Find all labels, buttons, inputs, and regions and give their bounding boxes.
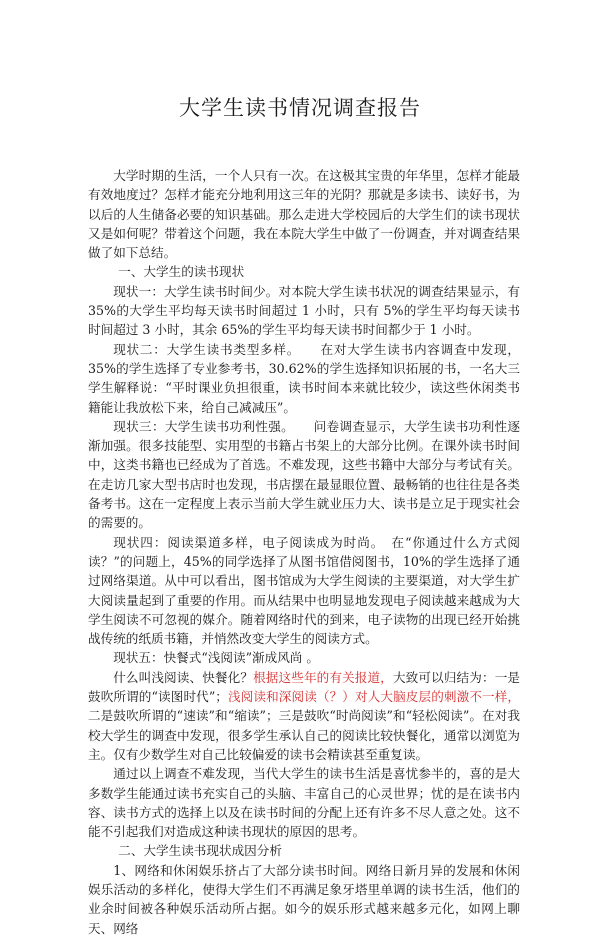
reason-one-paragraph: 1、网络和休闲娱乐挤占了大部分读书时间。网络日新月异的发展和休闲娱乐活动的多样化，使得大学生们不再满足象牙塔里单调的读书生活，他们的业余时间被各种娱乐活动所占据。如今的娱乐形式越来越多元化，如网上聊天、网络 [88, 862, 520, 936]
summary-paragraph: 通过以上调查不难发现，当代大学生的读书生活是喜忧参半的，喜的是大多数学生能通过读书充实自己的头脑、丰富自己的心灵世界；忧的是在读书内容、读书方式的选择上以及在读书时间的分配上还有许多不尽人意之处。这不能不引起我们对造成这种读书现状的原因的思考。 [88, 766, 520, 840]
fast-reading-question: 什么叫浅阅读、快餐化？ [113, 669, 254, 685]
status-one-paragraph: 现状一：大学生读书时间少。对本院大学生读书状况的调查结果显示，有35%的大学生平均每天读书时间超过 1 小时，只有 5%的学生平均每天读书时间超过 3 小时，其余 65%的学生平均每天读书时间都少于 1 小时。 [88, 283, 520, 338]
fast-reading-paragraph [88, 668, 520, 764]
intro-paragraph: 大学时期的生活，一个人只有一次。在这极其宝贵的年华里，怎样才能最有效地度过？怎样才能充分地利用这三年的光阴？那就是多读书、读好书，为以后的人生储备必要的知识基础。那么走进大学校园后的大学生们的读书现状又是如何呢？带着这个问题，我在本院大学生中做了一份调查，并对调查结果做了如下总结。 [88, 168, 520, 261]
status-four-paragraph: 现状四：阅读渠道多样，电子阅读成为时尚。 在“你通过什么方式阅读？”的问题上，45%的同学选择了从图书馆借阅图书，10%的学生选择了通过网络渠道。从中可以看出，图书馆成为大学生阅读的主要渠道，对大学生扩大阅读量起到了重要的作用。而从结果中也明显地发现电子阅读越来越成为大学生阅读不可忽视的媒介。随着网络时代的到来，电子读物的出现已经开始挑战传统的纸质书籍，并悄然改变大学生的阅读方式。 [88, 534, 520, 647]
report-body [88, 166, 520, 938]
fast-reading-rest: 二是鼓吹所谓的“速读”和“缩读”；三是鼓吹“时尚阅读”和“轻松阅读”。在对我校大学生的调查中发现，很多学生承认自己的阅读比较快餐化，通常以浏览为主。仅有少数学生对自己比较偏爱的读书会精读甚至重复读。 [88, 708, 520, 762]
fast-reading-point-one: 大致可以归结为：一是鼓吹所谓的“读图时代”； [88, 669, 521, 705]
status-two-paragraph: 现状二：大学生读书类型多样。 在对大学生读书内容调查中发现，35%的学生选择了专业参考书，30.62%的学生选择知识拓展的书，一名大三学生解释说：“平时课业负担很重，读书时间本来就比较少，读这些休闲类书籍能让我放松下来，给自己减减压”。 [88, 341, 520, 415]
section-heading-1: 一、大学生的读书现状 [118, 264, 245, 280]
highlight-brain-note: 浅阅读和深阅读（？）对人大脑皮层的刺激不一样， [227, 689, 520, 705]
report-title: 大学生读书情况调查报告 [179, 96, 421, 120]
status-three-paragraph: 现状三：大学生读书功利性强。 问卷调查显示，大学生读书功利性逐渐加强。很多技能型、实用型的书籍占书架上的大部分比例。在课外读书时间中，这类书籍也已经成为了首选。不难发现，这些书籍中大部分与考试有关。在走访几家大型书店时也发现，书店摆在最显眼位置、最畅销的也往往是各类备考书。这在一定程度上表示当前大学生就业压力大、读书是立足于现实社会的需要的。 [88, 418, 520, 531]
section-heading-2: 二、大学生读书现状成因分析 [118, 843, 282, 859]
highlight-report-source: 根据这些年的有关报道， [253, 669, 393, 685]
status-five-paragraph: 现状五：快餐式“浅阅读”渐成风尚 。 [113, 650, 319, 666]
